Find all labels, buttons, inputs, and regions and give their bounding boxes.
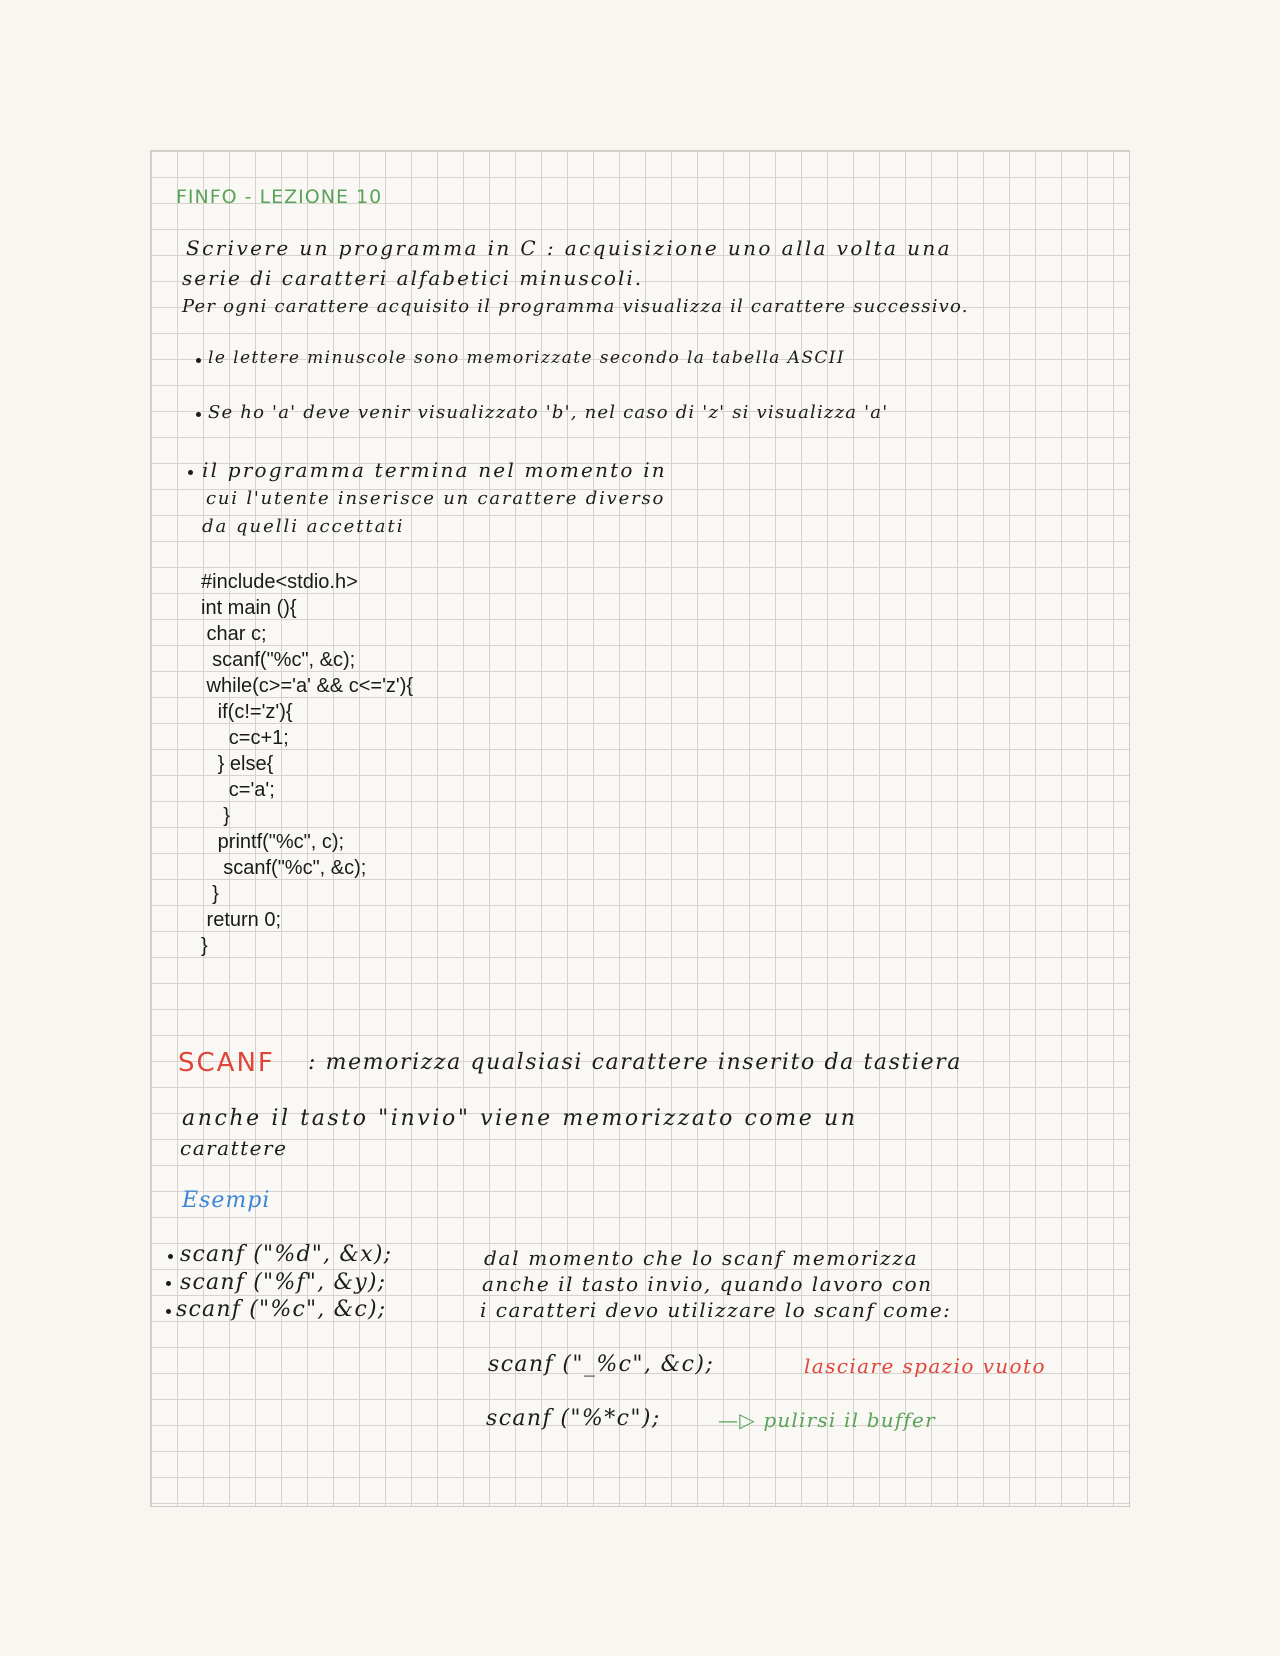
bullet-2-text: Se ho 'a' deve venir visualizzato 'b', nel caso di 'z' si visualizza 'a' — [208, 402, 889, 423]
solution-2-note: —▷ pulirsi il buffer — [718, 1408, 936, 1432]
intro-line-2: serie di caratteri alfabetici minuscoli. — [182, 266, 644, 290]
intro-line-3: Per ogni carattere acquisito il programma visualizza il carattere successivo. — [182, 296, 969, 317]
code-line: int main (){ — [201, 597, 297, 619]
bullet-dot — [166, 1281, 171, 1286]
explanation-line-2: anche il tasto invio, quando lavoro con — [482, 1272, 933, 1296]
bullet-3-line-1: il programma termina nel momento in — [202, 458, 667, 482]
scanf-heading: SCANF — [178, 1048, 275, 1078]
bullet-1-text: le lettere minuscole sono memorizzate secondo la tabella ASCII — [208, 348, 846, 368]
code-line: c=c+1; — [201, 727, 289, 749]
bullet-dot — [196, 358, 201, 363]
bullet-dot — [168, 1254, 173, 1259]
bullet-3-line-3: da quelli accettati — [202, 516, 405, 537]
solution-1-note: lasciare spazio vuoto — [804, 1354, 1046, 1378]
solution-2: scanf ("%*c"); — [486, 1406, 661, 1431]
explanation-line-1: dal momento che lo scanf memorizza — [484, 1246, 919, 1270]
code-line: return 0; — [201, 909, 282, 931]
solution-1: scanf ("_%c", &c); — [488, 1352, 715, 1377]
example-2: scanf ("%f", &y); — [180, 1270, 387, 1295]
code-line: #include<stdio.h> — [201, 571, 358, 593]
code-line: printf("%c", c); — [201, 831, 345, 853]
bullet-dot — [166, 1309, 171, 1314]
scanf-note-line-2: carattere — [180, 1136, 288, 1160]
scanf-definition: : memorizza qualsiasi carattere inserito da tastiera — [308, 1050, 963, 1075]
code-line: scanf("%c", &c); — [201, 649, 356, 671]
intro-line-1: Scrivere un programma in C : acquisizione uno alla volta una — [186, 236, 952, 260]
page-title: FINFO - LEZIONE 10 — [176, 186, 383, 208]
code-line: c='a'; — [201, 779, 275, 801]
example-1: scanf ("%d", &x); — [180, 1242, 393, 1267]
explanation-line-3: i caratteri devo utilizzare lo scanf come: — [480, 1298, 952, 1322]
code-line: } — [201, 935, 208, 957]
bullet-dot — [196, 412, 201, 417]
scanf-note-line-1: anche il tasto "invio" viene memorizzato come un — [182, 1106, 858, 1131]
bullet-3-line-2: cui l'utente inserisce un carattere diverso — [206, 488, 666, 509]
code-line: if(c!='z'){ — [201, 701, 293, 723]
code-line: } — [201, 883, 219, 905]
code-line: } — [201, 805, 230, 827]
example-3: scanf ("%c", &c); — [176, 1297, 387, 1322]
code-line: scanf("%c", &c); — [201, 857, 367, 879]
code-line: } else{ — [201, 753, 274, 775]
bullet-dot — [188, 470, 193, 475]
examples-label: Esempi — [182, 1188, 271, 1213]
code-line: char c; — [201, 623, 267, 645]
code-line: while(c>='a' && c<='z'){ — [201, 675, 414, 697]
